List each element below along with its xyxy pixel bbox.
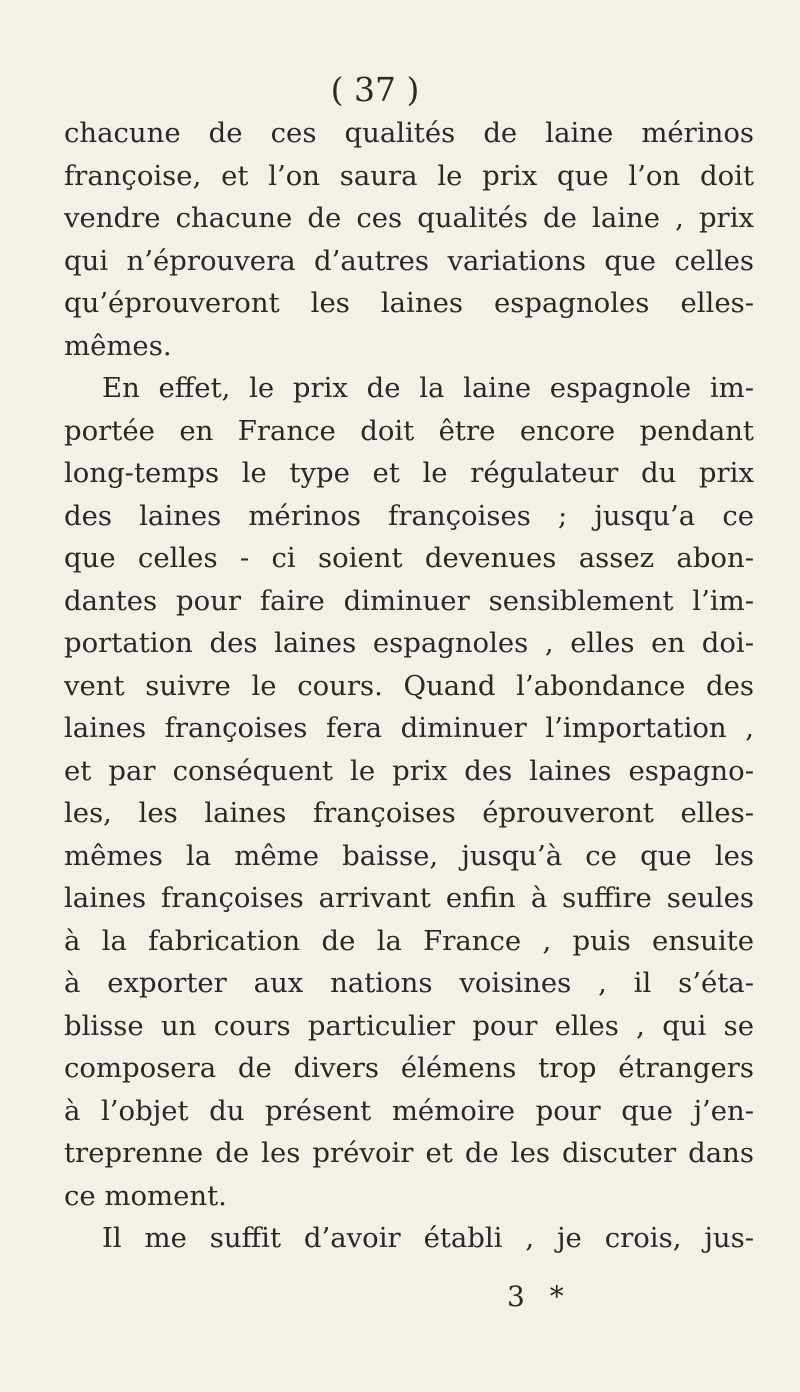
text-line: treprenne de les prévoir et de les discuter dans bbox=[64, 1137, 754, 1169]
text-line: composera de divers élémens trop étrangers bbox=[64, 1052, 754, 1084]
paragraph-start-line: En effet, le prix de la laine espagnole im- bbox=[102, 372, 754, 404]
body-text bbox=[64, 112, 754, 1260]
text-line: que celles - ci soient devenues assez abon- bbox=[64, 542, 754, 574]
text-line: mêmes la même baisse, jusqu’à ce que les bbox=[64, 839, 754, 872]
text-line: des laines mérinos françoises ; jusqu’a ce bbox=[64, 499, 754, 532]
text-line: à la fabrication de la France , puis ensuite bbox=[64, 924, 754, 957]
text-line: ce moment. bbox=[64, 1179, 227, 1212]
text-line: mêmes. bbox=[64, 329, 172, 362]
text-line: qui n’éprouvera d’autres variations que celles bbox=[64, 244, 754, 277]
text-line: long-temps le type et le régulateur du prix bbox=[64, 457, 754, 489]
signature-mark: 3 * bbox=[507, 1280, 572, 1313]
text-line: vent suivre le cours. Quand l’abondance des bbox=[64, 669, 754, 702]
text-line: portée en France doit être encore pendant bbox=[64, 414, 754, 447]
page-number: ( 37 ) bbox=[330, 70, 420, 109]
text-line: chacune de ces qualités de laine mérinos bbox=[64, 117, 754, 149]
text-line: les, les laines françoises éprouveront elles- bbox=[64, 797, 754, 829]
text-line: portation des laines espagnoles , elles en doi- bbox=[64, 627, 754, 659]
paragraph-start-line: Il me suffit d’avoir établi , je crois, jus- bbox=[102, 1222, 754, 1254]
text-line: et par conséquent le prix des laines espagno- bbox=[64, 754, 754, 787]
text-line: à exporter aux nations voisines , il s’éta- bbox=[64, 967, 754, 999]
text-line: dantes pour faire diminuer sensiblement l’im- bbox=[64, 584, 754, 617]
text-line: à l’objet du présent mémoire pour que j’en- bbox=[64, 1094, 754, 1127]
text-line: laines françoises fera diminuer l’importation , bbox=[64, 712, 754, 744]
text-line: vendre chacune de ces qualités de laine , prix bbox=[64, 202, 754, 234]
text-line: qu’éprouveront les laines espagnoles elles- bbox=[64, 287, 754, 319]
text-line: françoise, et l’on saura le prix que l’on doit bbox=[64, 159, 754, 192]
text-line: blisse un cours particulier pour elles , qui se bbox=[64, 1009, 754, 1042]
text-line: laines françoises arrivant enfin à suffire seules bbox=[64, 882, 754, 914]
